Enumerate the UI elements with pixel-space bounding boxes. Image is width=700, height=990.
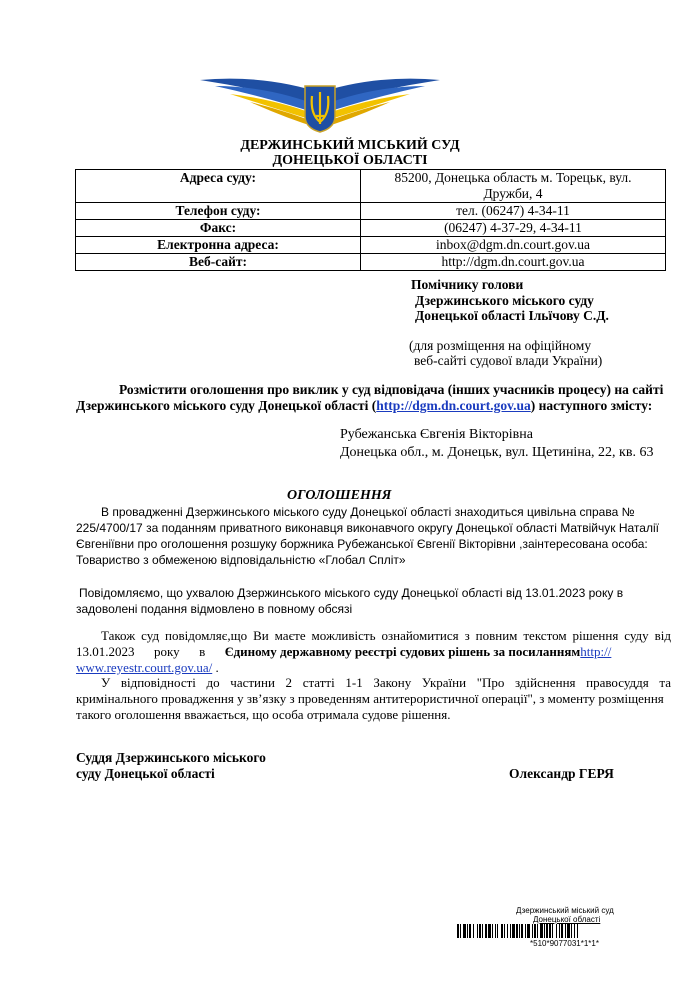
- registry-link-part2[interactable]: www.reyestr.court.gov.ua/: [76, 660, 213, 675]
- respondent-name: Рубежанська Євгенія Вікторівна: [340, 427, 533, 442]
- notice-p2-line2: задоволені подання відмовлено в повному обсязі: [76, 602, 353, 616]
- court-title-line2: ДОНЕЦЬКОЇ ОБЛАСТІ: [272, 153, 428, 168]
- request-line2-pre: Дзержинського міського суду Донецької області (: [76, 398, 377, 413]
- website-value: http://dgm.dn.court.gov.ua: [361, 254, 666, 271]
- addressee-note2: веб-сайті судової влади України): [414, 353, 603, 368]
- website-label: Веб-сайт:: [76, 254, 361, 271]
- phone-value: тел. (06247) 4-34-11: [361, 203, 666, 220]
- notice-paragraph-3: [76, 628, 671, 676]
- notice-p3-line1: Також суд повідомляє,що Ви маєте можливість ознайомитися з повним текстом рішення суду від: [101, 628, 671, 643]
- notice-p4-line3: такого оголошення вважається, що особа отримала судове рішення.: [76, 707, 451, 722]
- notice-p3-date: 13.01.2023 року в: [76, 644, 206, 659]
- respondent-address: Донецька обл., м. Донецьк, вул. Щетиніна, 22, кв. 63: [340, 445, 654, 460]
- email-value: inbox@dgm.dn.court.gov.ua: [361, 237, 666, 254]
- request-line2-post: ) наступного змісту:: [530, 398, 653, 413]
- notice-paragraph-1: [76, 504, 676, 568]
- notice-p4-line1: У відповідності до частини 2 статті 1-1 Закону України "Про здійснення правосуддя та: [101, 675, 671, 690]
- table-row: [76, 237, 666, 254]
- notice-p3-line3-post: .: [212, 660, 219, 675]
- stamp-line1: Дзержинський міський суд: [516, 906, 614, 915]
- signature-name: Олександр ГЕРЯ: [509, 766, 614, 781]
- table-row: [76, 203, 666, 220]
- email-label: Електронна адреса:: [76, 237, 361, 254]
- court-website-link[interactable]: http://dgm.dn.court.gov.ua: [376, 398, 531, 413]
- notice-p3-line2: [76, 644, 671, 660]
- address-label: Адреса суду:: [76, 170, 361, 203]
- signature-line2: суду Донецької області: [76, 766, 215, 781]
- addressee-line3: Донецької області Ільїчову С.Д.: [415, 308, 609, 323]
- notice-p2-line1: Повідомляємо, що ухвалою Дзержинського міського суду Донецької області від 13.01.2023 року в: [79, 586, 624, 600]
- stamp-line2: Донецької області: [533, 915, 601, 924]
- barcode-icon: [457, 924, 687, 938]
- address-value: [361, 170, 666, 203]
- notice-p1-line3: Євгеніївни про оголошення розшуку боржника Рубежанської Євгенії Вікторівни ,заінтересована особа:: [76, 537, 648, 551]
- phone-label: Телефон суду:: [76, 203, 361, 220]
- notice-title: ОГОЛОШЕННЯ: [287, 488, 392, 503]
- notice-paragraph-4: [76, 675, 671, 723]
- notice-paragraph-2: [76, 585, 679, 617]
- table-row: [76, 220, 666, 237]
- address-value-line2: Дружби, 4: [483, 186, 543, 201]
- table-row: [76, 170, 666, 203]
- court-info-table: [75, 169, 666, 271]
- registry-link-part1[interactable]: http://: [580, 644, 612, 659]
- barcode-text: *510*9077031*1*1*: [530, 939, 599, 948]
- address-value-line1: 85200, Донецька область м. Торецьк, вул.: [394, 170, 632, 185]
- addressee-note1: (для розміщення на офіційному: [409, 338, 592, 353]
- notice-p3-line3: [76, 660, 671, 676]
- notice-p1-line4: Товариство з обмеженою відповідальністю «Глобал Спліт»: [76, 553, 406, 567]
- addressee-line1: Помічнику голови: [411, 277, 524, 292]
- fax-value: (06247) 4-37-29, 4-34-11: [361, 220, 666, 237]
- signature-line1: Суддя Дзержинського міського: [76, 750, 266, 765]
- notice-p1-line1: В провадженні Дзержинського міського суду Донецької області знаходиться цивільна справа №: [101, 505, 635, 519]
- court-title-line1: ДЕРЖИНСЬКИЙ МІСЬКИЙ СУД: [240, 138, 460, 153]
- court-emblem-icon: [195, 72, 445, 134]
- request-line1: Розмістити оголошення про виклик у суд відповідача (інших учасників процесу) на сайті: [119, 382, 664, 397]
- table-row: [76, 254, 666, 271]
- notice-p3-registry: Єдиному державному реєстрі судових рішень за посиланням: [224, 644, 581, 659]
- notice-p1-line2: 225/4700/17 за поданням приватного виконавця виконавчого округу Донецької області Матвійчук Наталії: [76, 521, 659, 535]
- notice-p4-line2: кримінального провадження у зв’язку з проведенням антитерористичної операції", з моменту розміщення: [76, 691, 664, 706]
- request-line2: [76, 398, 652, 414]
- addressee-line2: Дзержинського міського суду: [415, 293, 594, 308]
- fax-label: Факс:: [76, 220, 361, 237]
